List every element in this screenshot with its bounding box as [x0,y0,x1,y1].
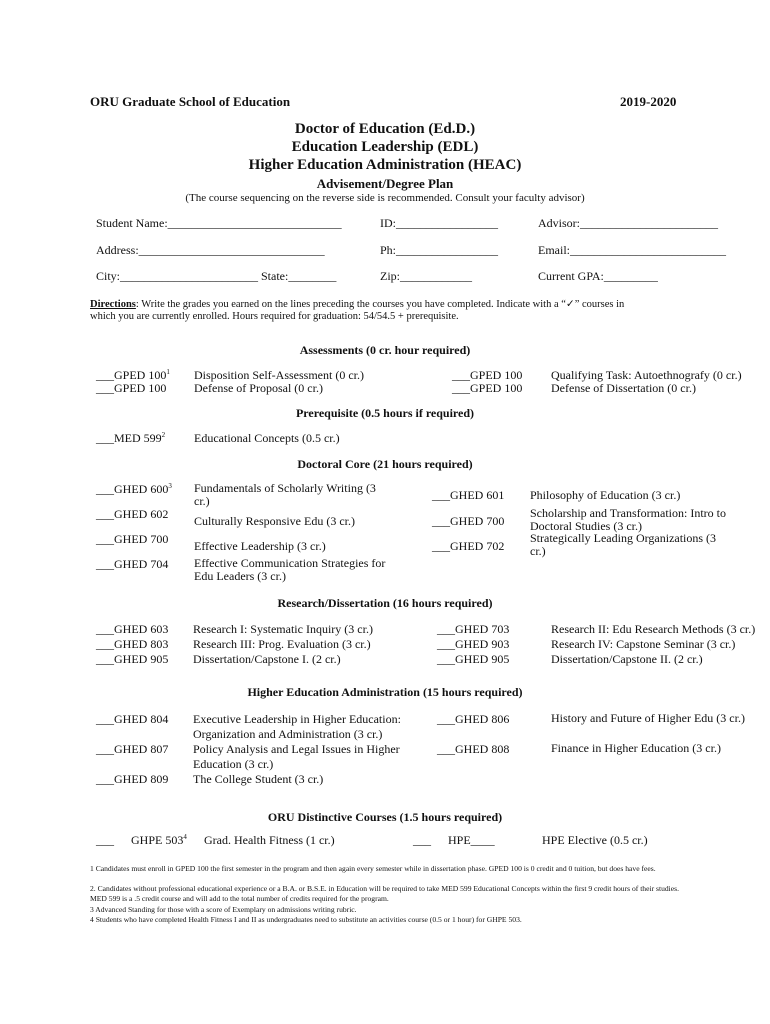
course-name: Disposition Self-Assessment (0 cr.) [194,368,364,382]
course-code[interactable]: ___GHED 809 [96,772,169,786]
id-field[interactable]: ID:_________________ [380,216,498,230]
course-code[interactable]: ___GHED 603 [96,622,169,636]
footnote-1: 1 Candidates must enroll in GPED 100 the first semester in the program and then again every semester while in dissertation phase. GPED 100 is 0 credit and 0 tuition, but does have fees. [90,864,656,873]
directions-label: Directions [90,299,136,310]
course-code[interactable]: ___MED $599^2$ [96,431,166,445]
course-code[interactable]: ___GHED 803 [96,637,169,651]
course-name: Educational Concepts (0.5 cr.) [194,431,340,445]
course-code[interactable]: ___GHED $600^3$ [96,482,172,496]
course-name: Fundamentals of Scholarly Writing (3 cr.) [194,481,376,508]
plan-subtitle: Advisement/Degree Plan [316,176,454,191]
course-name: Research III: Prog. Evaluation (3 cr.) [193,637,371,651]
academic-year: 2019-2020 [620,94,677,109]
footnote-4: 4 Students who have completed Health Fitness I and II as undergraduates need to substitute an activities course (0.5 or 1 hour) for GHPE 503. [90,915,522,924]
hea-heading: Higher Education Administration (15 hours required) [247,685,523,699]
course-code[interactable]: ___GHED 601 [432,488,505,502]
sequencing-note: (The course sequencing on the reverse side is recommended. Consult your faculty advisor) [185,192,585,204]
course-name: Effective Communication Strategies for Edu Leaders (3 cr.) [194,556,386,583]
course-code[interactable]: ___GPED 100 [452,381,523,395]
course-name: Research II: Edu Research Methods (3 cr.) [551,622,756,636]
assessments-heading: Assessments (0 cr. hour required) [299,343,471,357]
gpa-field[interactable]: Current GPA:_________ [538,269,658,283]
city-state-field[interactable]: City:_______________________ State:________ [96,269,337,283]
course-name: Defense of Proposal (0 cr.) [194,381,323,395]
course-code[interactable]: HPE____ [448,833,495,847]
course-code[interactable]: ___GHED 703 [437,622,510,636]
course-name: Scholarship and Transformation: Intro to Doctoral Studies (3 cr.) [530,506,726,533]
course-code[interactable]: ___GPED $100^1$ [96,368,170,382]
course-name: Policy Analysis and Legal Issues in Higher Education (3 cr.) [193,742,400,771]
course-name: Executive Leadership in Higher Education: Organization and Administration (3 cr.) [193,712,401,741]
course-code[interactable]: ___GHED 804 [96,712,169,726]
directions-line-1 [90,298,624,310]
course-code[interactable]: ___GHED 704 [96,557,169,571]
course-name: Philosophy of Education (3 cr.) [530,488,681,502]
grade-blank[interactable]: ___ [96,833,114,847]
course-name: Defense of Dissertation (0 cr.) [551,381,696,395]
course-code[interactable]: ___GHED 806 [437,712,510,726]
prerequisite-heading: Prerequisite (0.5 hours if required) [295,406,475,420]
course-name: Dissertation/Capstone II. (2 cr.) [551,652,703,666]
course-name: HPE Elective (0.5 cr.) [542,833,648,847]
course-code[interactable]: ___GHED 700 [432,514,505,528]
course-code[interactable]: ___GPED 100 [96,381,167,395]
grade-blank[interactable]: ___ [413,833,431,847]
course-name: Dissertation/Capstone I. (2 cr.) [193,652,341,666]
course-code[interactable]: ___GHED 905 [437,652,510,666]
course-name: Culturally Responsive Edu (3 cr.) [194,514,355,528]
concentration-title: Higher Education Administration (HEAC) [248,157,522,173]
course-name: Qualifying Task: Autoethnografy (0 cr.) [551,368,742,382]
course-name: History and Future of Higher Edu (3 cr.) [551,711,745,725]
course-code[interactable]: ___GHED 700 [96,532,169,546]
course-code[interactable]: ___GHED 905 [96,652,169,666]
course-name: Research IV: Capstone Seminar (3 cr.) [551,637,736,651]
email-field[interactable]: Email:__________________________ [538,243,726,257]
course-code[interactable]: ___GPED 100 [452,368,523,382]
course-name: The College Student (3 cr.) [193,772,324,786]
course-name: Strategically Leading Organizations (3 cr.) [530,531,717,558]
footnote-2: 2. Candidates without professional educational experience or a B.A. or B.S.E. in Education will be required to take MED 599 Educational Concepts within the first 9 credit hours of their studies. MED 599 is a .5 credit course and will add to the total number of credits required for the program. [90,884,680,903]
course-code[interactable]: ___GHED 602 [96,507,169,521]
course-name: Effective Leadership (3 cr.) [194,539,326,553]
course-name: Grad. Health Fitness (1 cr.) [204,833,335,847]
course-name: Research I: Systematic Inquiry (3 cr.) [193,622,373,636]
school-name: ORU Graduate School of Education [90,94,291,109]
footnote-3: 3 Advanced Standing for those with a score of Exemplary on admissions writing rubric. [90,905,357,914]
course-name: Finance in Higher Education (3 cr.) [551,741,721,755]
directions-text: : Write the grades you earned on the lines preceding the courses you have completed. Indicate with a “✓” courses in [135,299,625,310]
zip-field[interactable]: Zip:____________ [380,269,472,283]
student-name-field[interactable]: Student Name:_____________________________ [96,216,342,230]
degree-title: Doctor of Education (Ed.D.) [294,121,476,137]
advisor-field[interactable]: Advisor:_______________________ [538,216,718,230]
directions-line-2: which you are currently enrolled. Hours required for graduation: 54/54.5 + prerequisite. [90,311,459,322]
phone-field[interactable]: Ph:_________________ [380,243,499,257]
program-title: Education Leadership (EDL) [291,139,479,155]
distinctive-heading: ORU Distinctive Courses (1.5 hours required) [267,810,503,824]
course-code[interactable]: ___GHED 807 [96,742,169,756]
address-field[interactable]: Address:_______________________________ [96,243,325,257]
course-code: GHPE $503^4$ [131,833,187,847]
doctoral-core-heading: Doctoral Core (21 hours required) [297,457,473,471]
course-code[interactable]: ___GHED 808 [437,742,510,756]
course-code[interactable]: ___GHED 702 [432,539,505,553]
research-heading: Research/Dissertation (16 hours required) [277,596,493,610]
course-code[interactable]: ___GHED 903 [437,637,510,651]
